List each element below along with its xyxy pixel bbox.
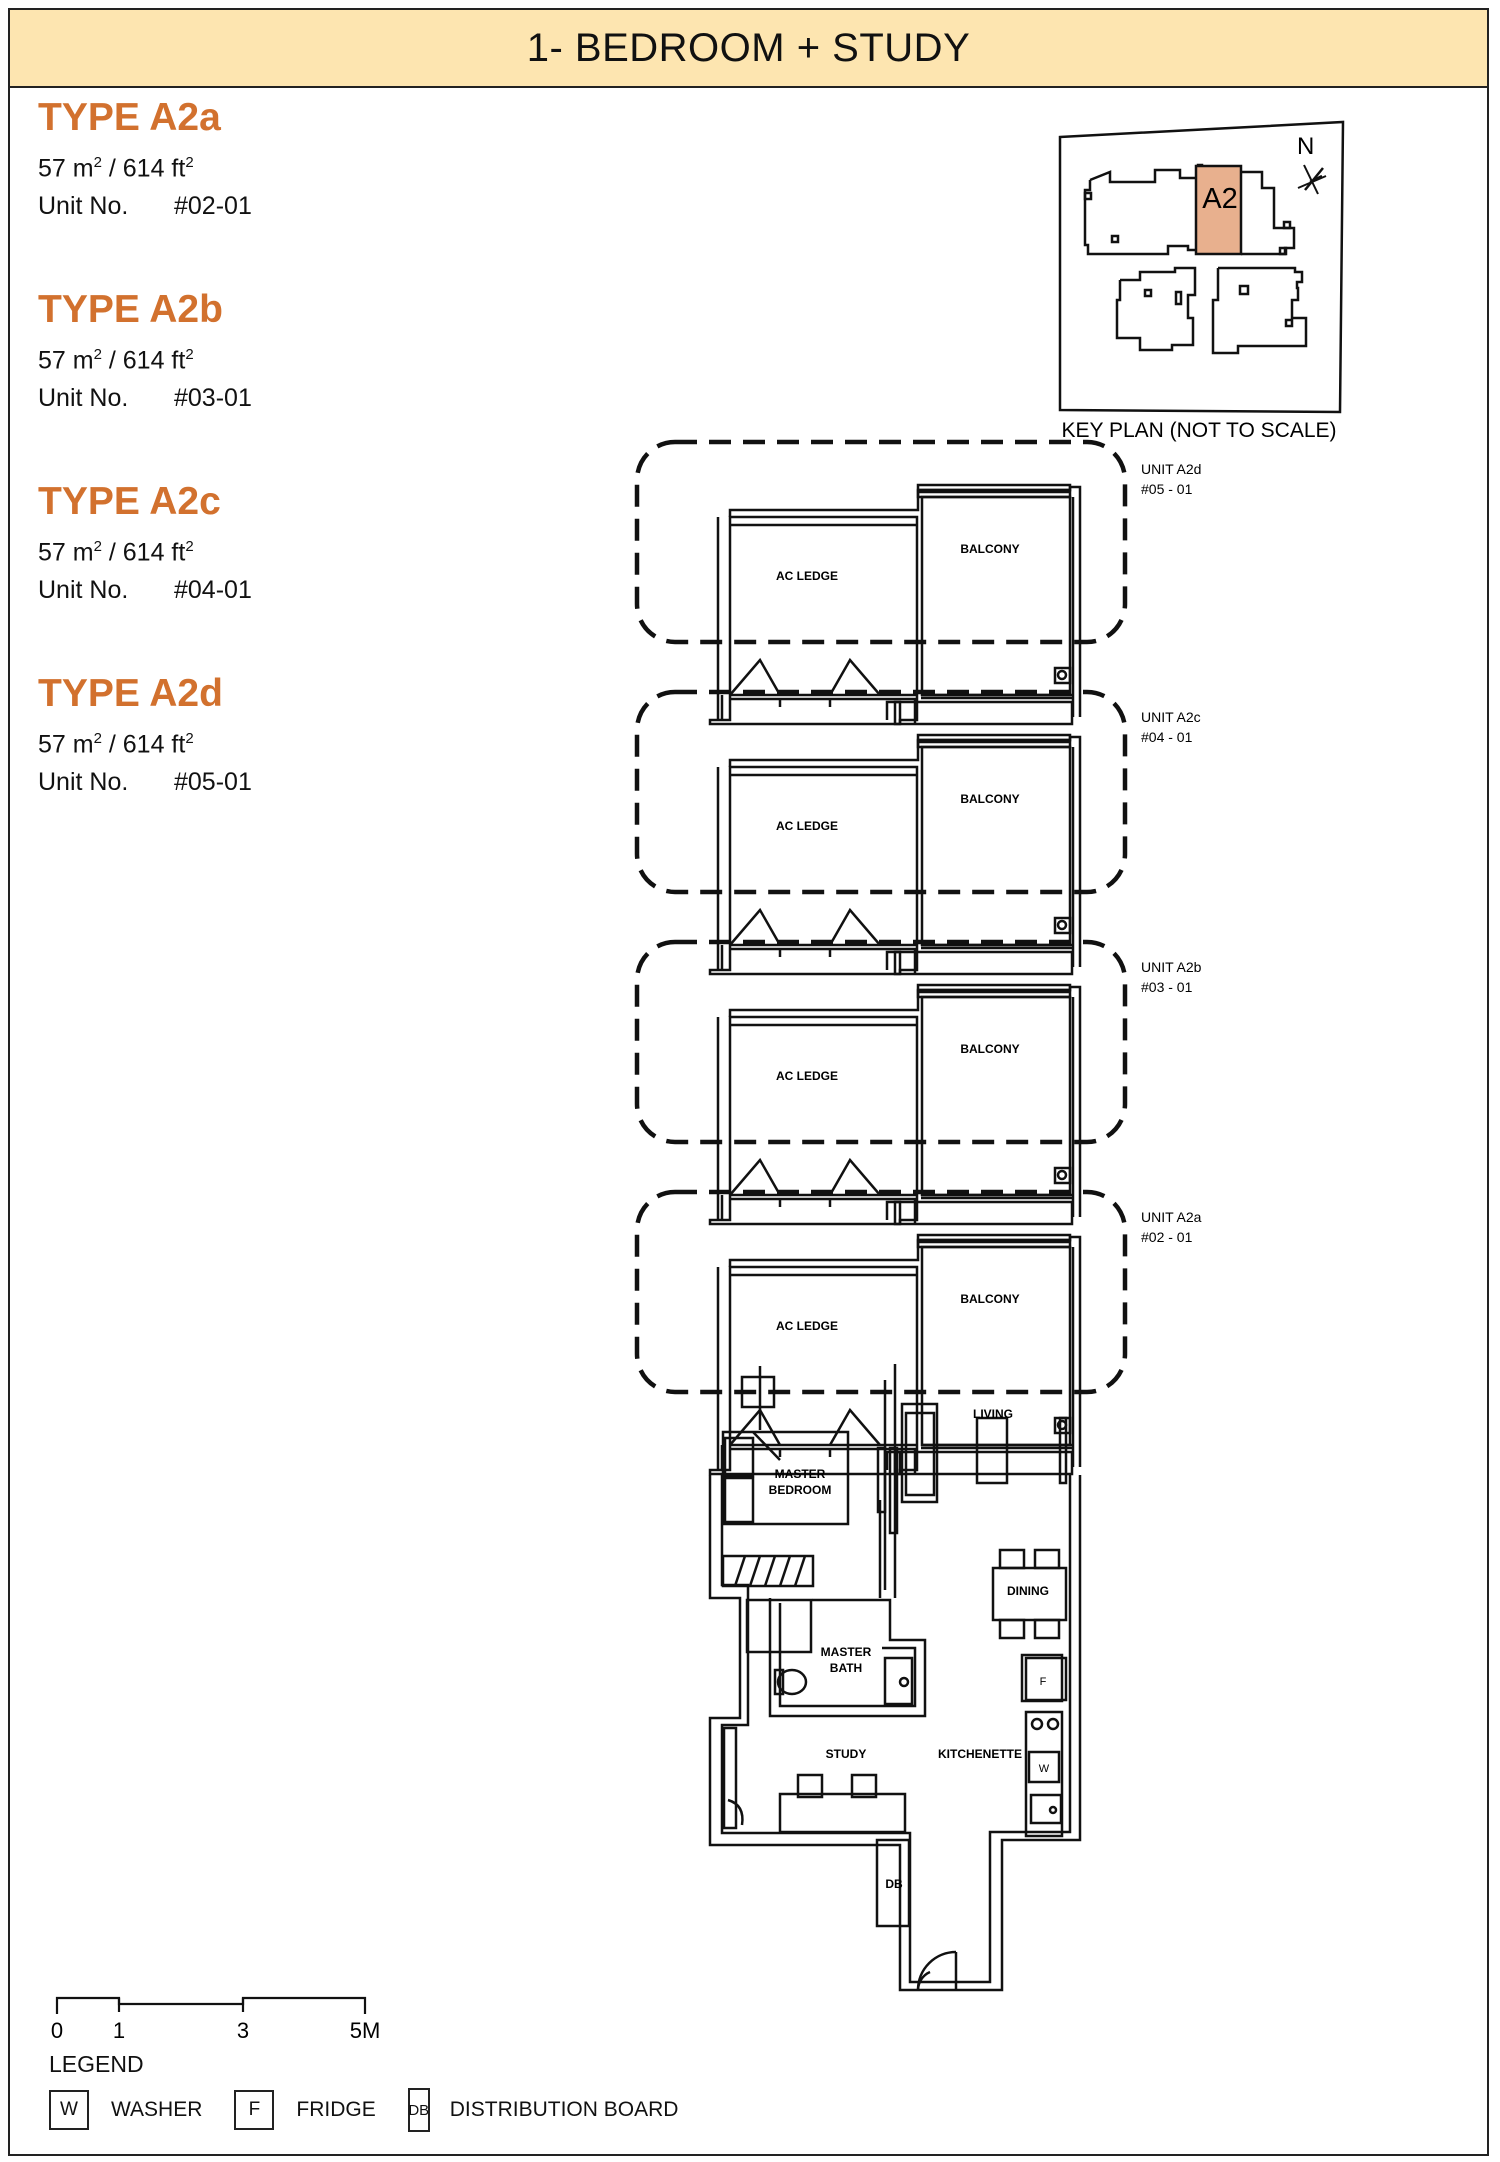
upper-floor-a2b: [637, 942, 1202, 1224]
room-label-master-bath-1: MASTER: [820, 1645, 872, 1659]
room-label-ac-ledge: AC LEDGE: [775, 819, 839, 833]
washer-icon: W: [49, 2090, 89, 2130]
room-label-master-bath-2: BATH: [829, 1661, 863, 1675]
unit-tag-number: #05 - 01: [1141, 481, 1193, 497]
room-label-balcony: BALCONY: [960, 792, 1020, 806]
key-plan-caption: KEY PLAN (NOT TO SCALE): [1061, 419, 1337, 442]
north-label: N: [1297, 133, 1315, 160]
unit-tag-name: UNIT A2a: [1141, 1209, 1202, 1225]
type-unit-number: Unit No. #02-01: [38, 192, 252, 221]
scale-tick-label: 3: [236, 2018, 250, 2043]
room-label-master-bedroom-1: MASTER: [774, 1467, 826, 1481]
page-title: 1- BEDROOM + STUDY: [8, 8, 1489, 88]
type-title: TYPE A2a: [38, 96, 221, 139]
unit-tag-name: UNIT A2d: [1141, 461, 1202, 477]
legend-label: WASHER: [111, 2098, 203, 2121]
dashed-outline: [637, 442, 1125, 642]
room-label-ac-ledge: AC LEDGE: [775, 569, 839, 583]
type-title: TYPE A2b: [38, 288, 223, 331]
room-label-kitchenette: KITCHENETTE: [938, 1747, 1022, 1761]
unit-a2a-full-plan: [637, 1192, 1202, 1990]
legend-item-fridge: [234, 2090, 375, 2130]
type-unit-number: Unit No. #05-01: [38, 768, 252, 797]
legend-title: LEGEND: [49, 2051, 144, 2077]
unit-tag-name: UNIT A2c: [1141, 709, 1201, 725]
scale-tick-label: 5M: [349, 2018, 381, 2043]
room-label-dining: DINING: [1007, 1584, 1049, 1598]
legend-label: DISTRIBUTION BOARD: [449, 2098, 679, 2121]
room-label-balcony: BALCONY: [960, 1292, 1020, 1306]
room-label-ac-ledge: AC LEDGE: [775, 1069, 839, 1083]
type-title: TYPE A2d: [38, 672, 223, 715]
type-area: 57 $m^2 / 614$ $ft^2$: [38, 346, 194, 375]
type-area: 57 $m^2 / 614$ $ft^2$: [38, 730, 194, 759]
scale-tick-label: 0: [50, 2018, 64, 2043]
unit-tag-number: #04 - 01: [1141, 729, 1193, 745]
key-plan: [1060, 122, 1343, 442]
scale-tick-label: 1: [112, 2018, 126, 2043]
type-title: TYPE A2c: [38, 480, 221, 523]
scale-bar: [44, 1990, 404, 2050]
type-unit-number: Unit No. #03-01: [38, 384, 252, 413]
type-unit-number: Unit No. #04-01: [38, 576, 252, 605]
type-area: 57 $m^2 / 614$ $ft^2$: [38, 538, 194, 567]
upper-floor-a2d: [637, 442, 1201, 724]
key-plan-unit-mark: A2: [1202, 183, 1238, 215]
room-label-balcony: BALCONY: [960, 542, 1020, 556]
fridge-icon: F: [234, 2090, 274, 2130]
room-label-ac-ledge: AC LEDGE: [775, 1319, 839, 1333]
unit-tag-number: #02 - 01: [1141, 1229, 1193, 1245]
legend-item-distribution-board: [408, 2088, 679, 2132]
fridge-mark: F: [1039, 1676, 1047, 1688]
room-label-living: LIVING: [972, 1407, 1014, 1421]
room-label-study: STUDY: [825, 1747, 867, 1761]
distribution-board-icon: DB: [408, 2088, 430, 2132]
legend-item-washer: [49, 2090, 202, 2130]
unit-tag-number: #03 - 01: [1141, 979, 1193, 995]
unit-tag-name: UNIT A2b: [1141, 959, 1202, 975]
unit-walls: [710, 1364, 1080, 1990]
legend: [49, 2088, 710, 2132]
room-label-master-bedroom-2: BEDROOM: [768, 1483, 832, 1497]
upper-floor-a2c: [637, 692, 1201, 974]
room-label-db: DB: [885, 1877, 903, 1891]
type-area: 57 $m^2 / 614$ $ft^2$: [38, 154, 194, 183]
legend-label: FRIDGE: [296, 2098, 376, 2121]
room-label-balcony: BALCONY: [960, 1042, 1020, 1056]
washer-mark: W: [1038, 1763, 1050, 1775]
